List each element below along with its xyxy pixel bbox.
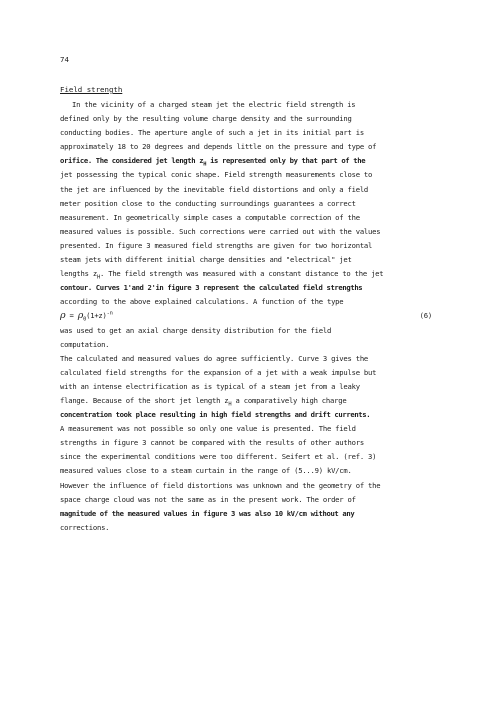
- text-line: computation.: [60, 339, 110, 349]
- text-line: presented. In figure 3 measured field strengths are given for two horizontal: [60, 240, 373, 250]
- text-segment: is represented only by that part of the: [206, 156, 366, 166]
- text-line: defined only by the resulting volume charge density and the surrounding: [60, 114, 352, 124]
- text-line: steam jets with different initial charge densities and "electrical" jet: [60, 255, 352, 265]
- text-line: [60, 394, 432, 408]
- text-line: A measurement was not possible so only one value is presented. The field: [60, 424, 356, 434]
- subscript: H: [96, 274, 100, 281]
- rho-symbol: ρ: [77, 310, 84, 322]
- text-segment: orifice. The considered jet length z: [60, 156, 204, 166]
- text-line: corrections.: [60, 522, 110, 532]
- text-line: measured values close to a steam curtain in the range of (5...9) kV/cm.: [60, 466, 352, 476]
- subscript: H: [203, 161, 207, 168]
- text-line: measurement. In geometrically simple cases a computable correction of the: [60, 212, 360, 222]
- page-number: 74: [60, 55, 69, 64]
- text-line: jet possessing the typical conic shape. Field strength measurements close to: [60, 170, 373, 180]
- text-line: according to the above explained calculations. A function of the type: [60, 297, 344, 307]
- superscript: -n: [106, 311, 113, 318]
- text-segment: a comparatively high charge: [231, 395, 347, 405]
- text-line: calculated field strengths for the expansion of a jet with a weak impulse but: [60, 367, 377, 377]
- text-line: The calculated and measured values do agree sufficiently. Curve 3 gives the: [60, 353, 369, 363]
- text-line: However the influence of field distortions was unknown and the geometry of the: [60, 480, 381, 490]
- section-heading: Field strength: [60, 85, 123, 94]
- text-line: magnitude of the measured values in figure 3 was also 10 kV/cm without any: [60, 508, 355, 518]
- text-line: contour. Curves 1'and 2'in figure 3 represent the calculated field strengths: [60, 283, 363, 293]
- text-line: meter position close to the conducting surroundings guarantees a correct: [60, 198, 356, 208]
- text-line: [60, 154, 432, 168]
- text-line: concentration took place resulting in high field strengths and drift currents.: [60, 410, 371, 420]
- equals-sign: =: [65, 311, 78, 321]
- text-segment: lengths z: [60, 269, 97, 279]
- text-line: In the vicinity of a charged steam jet the electric field strength is: [72, 100, 356, 109]
- text-line: was used to get an axial charge density distribution for the field: [60, 325, 332, 335]
- text-segment: flange. Because of the short jet length z: [60, 395, 229, 405]
- text-line: space charge cloud was not the same as in the present work. The order of: [60, 494, 356, 504]
- text-line: [60, 267, 432, 281]
- text-line: the jet are influenced by the inevitable field distortions and only a field: [60, 184, 369, 194]
- text-line: strengths in figure 3 cannot be compared with the results of other authors: [60, 438, 364, 448]
- equation-number: (6): [419, 311, 432, 321]
- text-line: measured values is possible. Such corrections were carried out with the values: [60, 226, 381, 236]
- subscript: 0: [83, 316, 87, 323]
- text-line: since the experimental conditions were too different. Seifert et al. (ref. 3): [60, 452, 377, 462]
- text-line: with an intense electrification as is typical of a steam jet from a leaky: [60, 381, 360, 391]
- equation: [60, 309, 432, 323]
- text-line: approximately 18 to 20 degrees and depends little on the pressure and type of: [60, 142, 377, 152]
- text-segment: . The field strength was measured with a constant distance to the jet: [100, 269, 384, 279]
- subscript: H: [228, 401, 232, 408]
- text-line: conducting bodies. The aperture angle of such a jet in its initial part is: [60, 128, 364, 138]
- formula-term: (1+z): [86, 311, 107, 321]
- body-text: [60, 98, 432, 535]
- rho-symbol: ρ: [60, 310, 66, 322]
